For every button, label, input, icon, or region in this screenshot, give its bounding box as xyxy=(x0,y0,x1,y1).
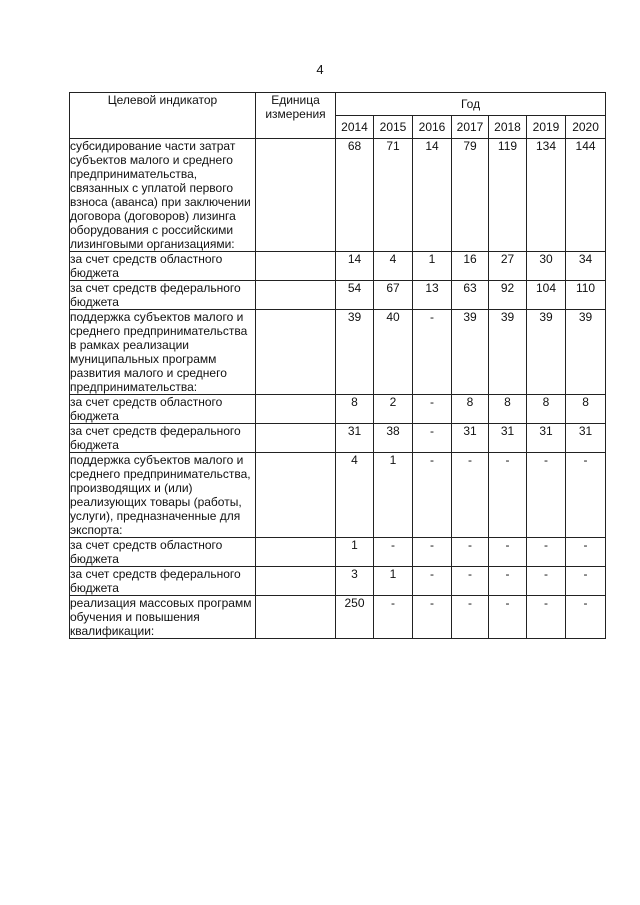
value-cell: 39 xyxy=(336,310,374,395)
header-indicator: Целевой индикатор xyxy=(70,93,256,139)
value-cell: - xyxy=(452,453,489,538)
value-cell: 31 xyxy=(566,424,606,453)
indicator-label: за счет средств федерального бюджета xyxy=(70,281,256,310)
value-cell: - xyxy=(452,596,489,639)
table-row xyxy=(70,538,606,567)
value-cell: 68 xyxy=(336,139,374,252)
indicator-label: поддержка субъектов малого и среднего предпринимательства, производящих и (или) реализующих товары (работы, услуги), предназначенные для экспорта: xyxy=(70,453,256,538)
unit-cell xyxy=(256,596,336,639)
value-cell: - xyxy=(374,596,413,639)
indicator-label: за счет средств областного бюджета xyxy=(70,395,256,424)
value-cell: 31 xyxy=(336,424,374,453)
value-cell: 3 xyxy=(336,567,374,596)
unit-cell xyxy=(256,424,336,453)
value-cell: 30 xyxy=(527,252,566,281)
value-cell: - xyxy=(527,453,566,538)
value-cell: 1 xyxy=(374,453,413,538)
indicator-label: субсидирование части затрат субъектов малого и среднего предпринимательства, связанных с уплатой первого взноса (аванса) при заключении договора (договоров) лизинга оборудования с российскими лизинговыми организациями: xyxy=(70,139,256,252)
value-cell: 40 xyxy=(374,310,413,395)
value-cell: 54 xyxy=(336,281,374,310)
header-year-4: 2018 xyxy=(489,116,527,139)
value-cell: 1 xyxy=(374,567,413,596)
value-cell: 1 xyxy=(413,252,452,281)
value-cell: - xyxy=(566,453,606,538)
table-row xyxy=(70,424,606,453)
table-row xyxy=(70,596,606,639)
table-row xyxy=(70,453,606,538)
unit-cell xyxy=(256,310,336,395)
value-cell: 16 xyxy=(452,252,489,281)
value-cell: 8 xyxy=(336,395,374,424)
table-row xyxy=(70,310,606,395)
value-cell: - xyxy=(452,567,489,596)
value-cell: 63 xyxy=(452,281,489,310)
value-cell: 134 xyxy=(527,139,566,252)
value-cell: - xyxy=(527,567,566,596)
unit-cell xyxy=(256,395,336,424)
indicator-label: за счет средств федерального бюджета xyxy=(70,424,256,453)
header-year-2: 2016 xyxy=(413,116,452,139)
value-cell: 31 xyxy=(527,424,566,453)
table-row xyxy=(70,281,606,310)
indicator-label: реализация массовых программ обучения и повышения квалификации: xyxy=(70,596,256,639)
value-cell: 104 xyxy=(527,281,566,310)
value-cell: 1 xyxy=(336,538,374,567)
value-cell: - xyxy=(413,453,452,538)
value-cell: 4 xyxy=(336,453,374,538)
value-cell: 79 xyxy=(452,139,489,252)
table-row xyxy=(70,567,606,596)
header-year-5: 2019 xyxy=(527,116,566,139)
page-number: 4 xyxy=(316,62,324,77)
value-cell: - xyxy=(566,596,606,639)
value-cell: 67 xyxy=(374,281,413,310)
header-year-0: 2014 xyxy=(336,116,374,139)
value-cell: 34 xyxy=(566,252,606,281)
value-cell: - xyxy=(489,538,527,567)
header-unit: Единица измерения xyxy=(256,93,336,139)
unit-cell xyxy=(256,567,336,596)
value-cell: - xyxy=(413,424,452,453)
value-cell: - xyxy=(566,567,606,596)
indicator-label: за счет средств областного бюджета xyxy=(70,252,256,281)
value-cell: 8 xyxy=(527,395,566,424)
indicator-label: поддержка субъектов малого и среднего предпринимательства в рамках реализации муниципальных программ развития малого и среднего предпринимательства: xyxy=(70,310,256,395)
value-cell: - xyxy=(413,596,452,639)
indicator-table xyxy=(69,92,606,639)
value-cell: 144 xyxy=(566,139,606,252)
table-row xyxy=(70,252,606,281)
value-cell: - xyxy=(452,538,489,567)
value-cell: 2 xyxy=(374,395,413,424)
header-year-3: 2017 xyxy=(452,116,489,139)
value-cell: 4 xyxy=(374,252,413,281)
value-cell: - xyxy=(489,596,527,639)
value-cell: 8 xyxy=(452,395,489,424)
table-row xyxy=(70,139,606,252)
value-cell: 31 xyxy=(489,424,527,453)
value-cell: - xyxy=(413,567,452,596)
value-cell: 8 xyxy=(489,395,527,424)
header-year-1: 2015 xyxy=(374,116,413,139)
value-cell: - xyxy=(413,538,452,567)
value-cell: - xyxy=(413,310,452,395)
value-cell: 8 xyxy=(566,395,606,424)
value-cell: 31 xyxy=(452,424,489,453)
value-cell: 38 xyxy=(374,424,413,453)
unit-cell xyxy=(256,252,336,281)
unit-cell xyxy=(256,453,336,538)
value-cell: - xyxy=(566,538,606,567)
value-cell: 39 xyxy=(489,310,527,395)
value-cell: 71 xyxy=(374,139,413,252)
value-cell: - xyxy=(413,395,452,424)
value-cell: 14 xyxy=(413,139,452,252)
value-cell: 39 xyxy=(527,310,566,395)
value-cell: 39 xyxy=(452,310,489,395)
value-cell: 119 xyxy=(489,139,527,252)
value-cell: 14 xyxy=(336,252,374,281)
value-cell: - xyxy=(374,538,413,567)
value-cell: - xyxy=(489,567,527,596)
header-year-6: 2020 xyxy=(566,116,606,139)
unit-cell xyxy=(256,538,336,567)
value-cell: - xyxy=(527,538,566,567)
value-cell: 13 xyxy=(413,281,452,310)
value-cell: 110 xyxy=(566,281,606,310)
table-row xyxy=(70,395,606,424)
indicator-label: за счет средств федерального бюджета xyxy=(70,567,256,596)
value-cell: - xyxy=(489,453,527,538)
value-cell: 39 xyxy=(566,310,606,395)
unit-cell xyxy=(256,139,336,252)
value-cell: - xyxy=(527,596,566,639)
header-year: Год xyxy=(336,93,606,116)
unit-cell xyxy=(256,281,336,310)
value-cell: 92 xyxy=(489,281,527,310)
indicator-label: за счет средств областного бюджета xyxy=(70,538,256,567)
value-cell: 250 xyxy=(336,596,374,639)
value-cell: 27 xyxy=(489,252,527,281)
